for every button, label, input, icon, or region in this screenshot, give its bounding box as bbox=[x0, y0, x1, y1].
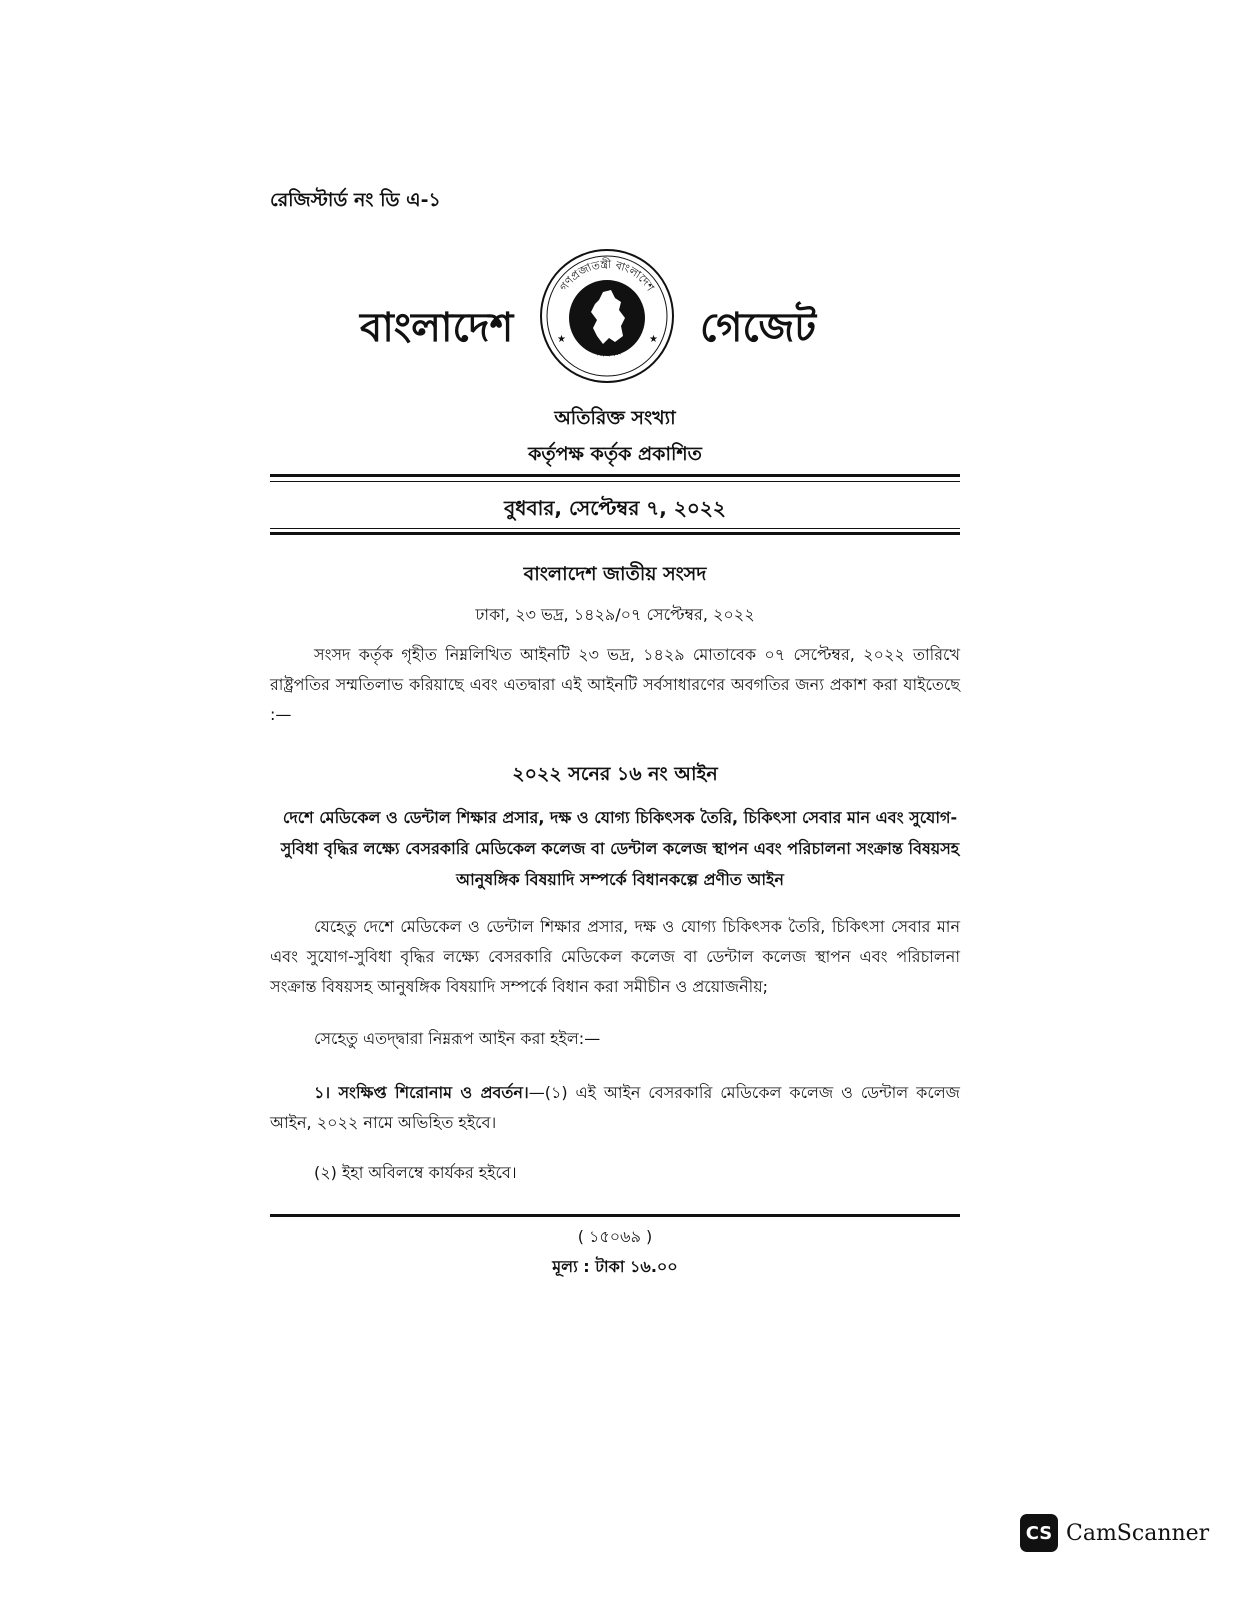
extra-issue-label: অতিরিক্ত সংখ্যা bbox=[554, 407, 676, 429]
therefore-paragraph: সেহেতু এতদ্দ্বারা নিম্নরূপ আইন করা হইল:— bbox=[314, 1029, 601, 1048]
section-1-heading: ১। সংক্ষিপ্ত শিরোনাম ও প্রবর্তন। bbox=[314, 1083, 529, 1102]
registration-number: রেজিস্টার্ড নং ডি এ-১ bbox=[270, 189, 441, 211]
camscanner-watermark bbox=[1020, 1514, 1209, 1552]
seal-top-text: গণপ্রজাতন্ত্রী বাংলাদেশ bbox=[557, 257, 657, 294]
top-double-rule-thin bbox=[270, 481, 960, 482]
page-number: ( ১৫০৬৯ ) bbox=[577, 1227, 653, 1246]
parliament-heading: বাংলাদেশ জাতীয় সংসদ bbox=[523, 563, 707, 585]
section-1-text: —(১) এই আইন বেসরকারি মেডিকেল কলেজ ও ডেন্টাল কলেজ আইন, ২০২২ নামে অভিহিত হইবে। bbox=[270, 1083, 960, 1132]
whereas-paragraph: যেহেতু দেশে মেডিকেল ও ডেন্টাল শিক্ষার প্রসার, দক্ষ ও যোগ্য চিকিৎসক তৈরি, চিকিৎসা সেবার মান এবং সুযোগ-সুবিধা বৃদ্ধির লক্ষ্যে বেসরকারি মেডিকেল কলেজ বা ডেন্টাল কলেজ স্থাপন এবং পরিচালনা সংক্রান্ত বিষয়সহ আনুষঙ্গিক বিষয়াদি সম্পর্কে বিধান করা সমীচীন ও প্রয়োজনীয়; bbox=[270, 917, 960, 996]
svg-text:★: ★ bbox=[649, 334, 658, 345]
intro-paragraph: সংসদ কর্তৃক গৃহীত নিম্নলিখিত আইনটি ২৩ ভদ্র, ১৪২৯ মোতাবেক ০৭ সেপ্টেম্বর, ২০২২ তারিখে রাষ্ট্রপতির সম্মতিলাভ করিয়াছে এবং এতদ্বারা এই আইনটি সর্বসাধারণের অবগতির জন্য প্রকাশ করা যাইতেছে :— bbox=[270, 645, 960, 724]
section-1-subsection-2: (২) ইহা অবিলম্বে কার্যকর হইবে। bbox=[314, 1163, 517, 1182]
act-title: ২০২২ সনের ১৬ নং আইন bbox=[512, 763, 718, 785]
act-preamble: দেশে মেডিকেল ও ডেন্টাল শিক্ষার প্রসার, দক্ষ ও যোগ্য চিকিৎসক তৈরি, চিকিৎসা সেবার মান এবং সুযোগ-সুবিধা বৃদ্ধির লক্ষ্যে বেসরকারি মেডিকেল কলেজ বা ডেন্টাল কলেজ স্থাপন এবং পরিচালনা সংক্রান্ত বিষয়সহ আনুষঙ্গিক বিষয়াদি সম্পর্কে বিধানকল্পে প্রণীত আইন bbox=[280, 808, 960, 889]
section-1 bbox=[270, 1078, 960, 1138]
seal-bottom-text: সরকার bbox=[591, 344, 623, 360]
svg-text:★: ★ bbox=[557, 334, 566, 345]
price-label: মূল্য : টাকা ১৬.০০ bbox=[552, 1257, 678, 1276]
footer-rule bbox=[270, 1214, 960, 1217]
camscanner-logo-icon: CS bbox=[1020, 1514, 1058, 1552]
published-by-authority-label: কর্তৃপক্ষ কর্তৃক প্রকাশিত bbox=[528, 443, 702, 465]
gazette-title-gazette: গেজেট bbox=[700, 305, 817, 351]
gazette-date: বুধবার, সেপ্টেম্বর ৭, ২০২২ bbox=[504, 496, 726, 520]
top-double-rule bbox=[270, 474, 960, 477]
date-double-rule bbox=[270, 532, 960, 535]
camscanner-label: CamScanner bbox=[1066, 1520, 1210, 1546]
government-seal-icon bbox=[537, 246, 677, 386]
dhaka-date-line: ঢাকা, ২৩ ভদ্র, ১৪২৯/০৭ সেপ্টেম্বর, ২০২২ bbox=[475, 605, 755, 624]
date-double-rule-thin bbox=[270, 528, 960, 529]
gazette-title-bangladesh: বাংলাদেশ bbox=[360, 305, 514, 351]
